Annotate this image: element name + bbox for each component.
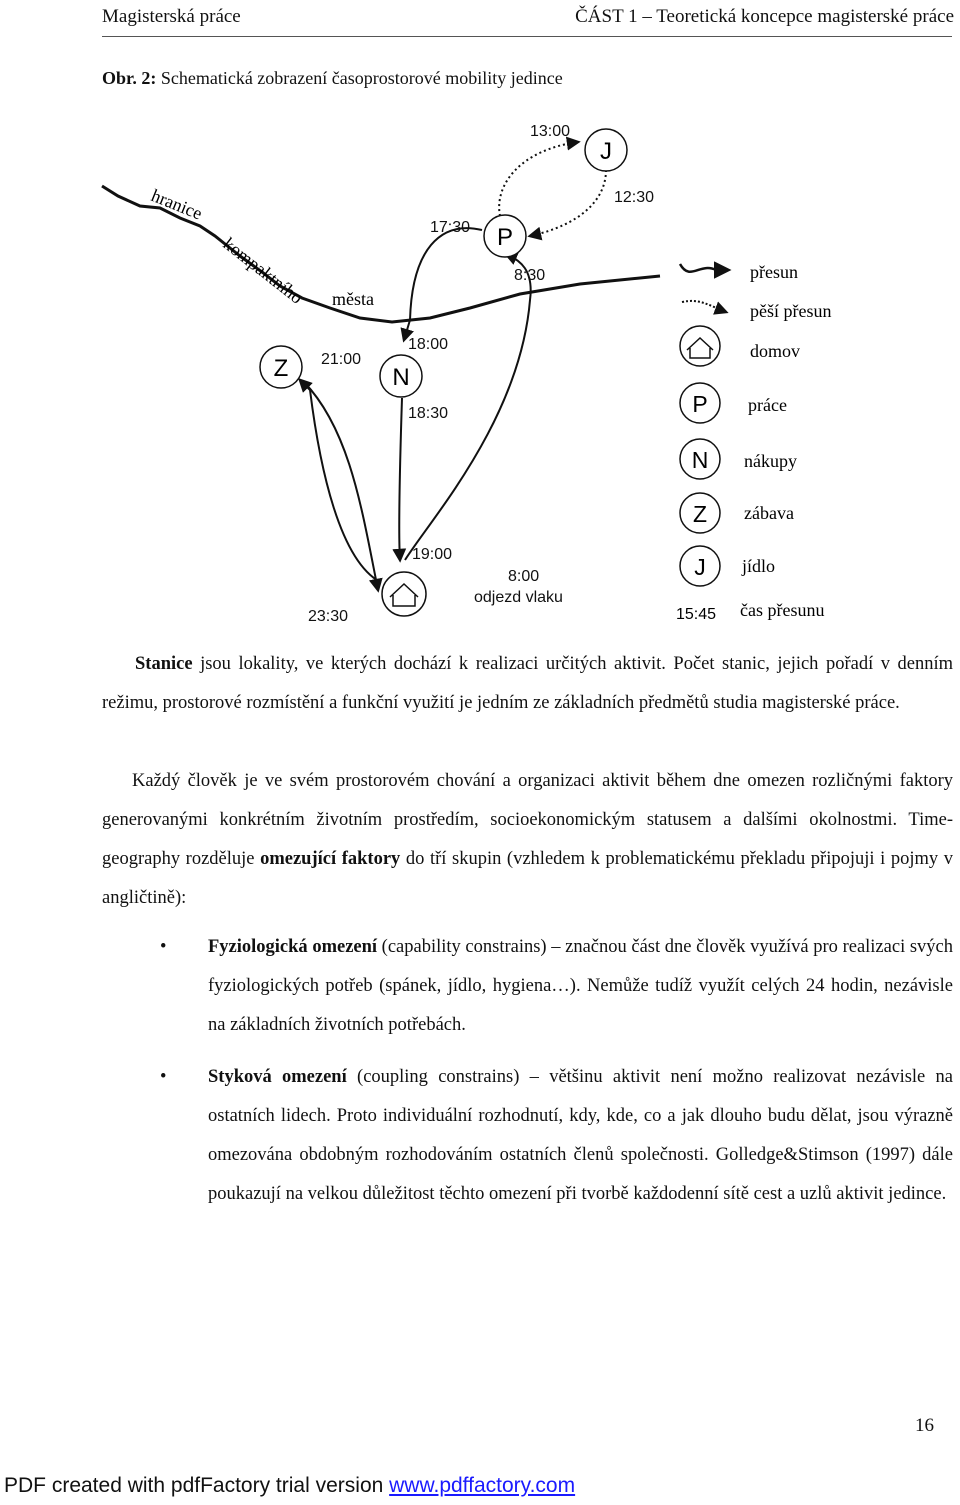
- list-item: [160, 1058, 953, 1214]
- time-2330: 23:30: [308, 608, 349, 625]
- physiological-text: (capability constrains) – značnou část dne člověk využívá pro realizaci svých fyziologických potřeb (spánek, jídlo, hygiena…). Nemůže tudíž využít celých 24 hodin, nezávisle na základních životních potřebách.: [208, 937, 954, 1035]
- caption-text: Schematická zobrazení časoprostorové mobility jedince: [156, 68, 563, 88]
- station-work: [484, 215, 526, 257]
- time-1800: 18:00: [408, 336, 449, 353]
- paragraph-stations: [102, 645, 953, 723]
- time-1830: 18:30: [408, 405, 449, 422]
- legend-walk-symbol: [682, 301, 726, 312]
- legend-fun-label: zábava: [744, 503, 794, 523]
- boundary-label-3: města: [332, 289, 374, 309]
- boundary-label-2: kompaktního: [219, 233, 307, 308]
- header-rule: [102, 36, 952, 37]
- time-0800: 8:00: [508, 568, 540, 585]
- time-1730: 17:30: [430, 219, 471, 236]
- header-right: ČÁST 1 – Teoretická koncepce magisterské práce: [575, 6, 954, 27]
- time-0830: 8:30: [514, 267, 546, 284]
- page-number: 16: [915, 1415, 934, 1436]
- legend-home-label: domov: [750, 341, 801, 361]
- legend-food-letter: J: [694, 554, 706, 580]
- bullet-marker: •: [160, 1067, 167, 1087]
- path-work-to-shop: [404, 228, 482, 340]
- stations-term: Stanice: [135, 654, 193, 674]
- train-departure-label: odjezd vlaku: [474, 589, 563, 606]
- walk-work-to-food: [499, 142, 578, 216]
- paragraph-constraints: [102, 762, 953, 918]
- path-shop-to-home: [399, 398, 402, 560]
- path-fun-to-home: [304, 382, 378, 590]
- station-shop-letter: N: [392, 364, 410, 391]
- walk-food-to-work: [530, 170, 606, 236]
- time-2100: 21:00: [321, 351, 362, 368]
- legend-walk-label: pěší přesun: [750, 301, 832, 321]
- constraints-text-b: do tří skupin (vzhledem k problematickému překladu připojuji i pojmy v angličtině):: [102, 849, 953, 908]
- physiological-term: Fyziologická omezení: [208, 937, 378, 957]
- legend-travel-label: přesun: [750, 262, 798, 282]
- legend: [676, 262, 831, 623]
- list-item: [160, 928, 953, 1045]
- station-food: [585, 129, 627, 171]
- constraints-term: omezující faktory: [260, 849, 401, 869]
- boundary-label-1: hranice: [148, 185, 206, 224]
- constraints-text-a: Každý člověk je ve svém prostorovém chování a organizaci aktivit během dne omezen rozličnými faktory generovanými konkrétním životním prostředím, socioekonomickým statusem a dalšími okolnostmi. Time-geography rozděluje: [102, 771, 953, 869]
- time-1900: 19:00: [412, 546, 453, 563]
- time-1300: 13:00: [530, 123, 571, 140]
- legend-time-sample: 15:45: [676, 606, 717, 623]
- header-left: Magisterská práce: [102, 6, 241, 27]
- legend-food-label: jídlo: [742, 556, 776, 576]
- legend-work-letter: P: [692, 391, 708, 417]
- station-fun: [260, 346, 302, 388]
- coupling-term: Styková omezení: [208, 1067, 347, 1087]
- footer-link[interactable]: www.pdffactory.com: [389, 1474, 576, 1497]
- legend-travel-symbol: [680, 264, 728, 272]
- legend-time-label: čas přesunu: [740, 600, 825, 620]
- legend-shop-label: nákupy: [744, 451, 797, 471]
- figure-caption: [102, 68, 563, 89]
- legend-shop-letter: N: [691, 447, 709, 473]
- stations-text: jsou lokality, ve kterých dochází k realizaci určitých aktivit. Počet stanic, jejich pořadí v denním režimu, prostorové rozmístění a funkční využití je jedním ze základních předmětů studia magisterské práce.: [102, 654, 953, 713]
- time-1230: 12:30: [614, 189, 655, 206]
- station-work-letter: P: [496, 224, 514, 251]
- caption-label: Obr. 2:: [102, 68, 157, 88]
- legend-fun-letter: Z: [692, 501, 708, 527]
- pdf-footer: [4, 1474, 575, 1498]
- path-home-to-fun: [300, 380, 380, 582]
- mobility-diagram: [0, 110, 960, 630]
- station-food-letter: J: [600, 138, 612, 165]
- station-shop: [380, 355, 422, 397]
- station-fun-letter: Z: [273, 355, 289, 382]
- coupling-text: (coupling constrains) – většinu aktivit není možno realizovat nezávisle na ostatních lidech. Proto individuální rozhodnutí, kdy, kde, co a jak dlouho budu dělat, jsou výrazně omezována obdobným rozhodováním ostatních členů společnosti. Golledge&Stimson (1997) dále poukazují na velkou důležitost těchto omezení při tvorbě každodenní sítě cest a uzlů aktivit jedince.: [208, 1067, 953, 1204]
- footer-text: PDF created with pdfFactory trial version: [4, 1474, 390, 1497]
- legend-work-label: práce: [748, 395, 787, 415]
- station-home: [382, 572, 426, 616]
- bullet-marker: •: [160, 937, 167, 957]
